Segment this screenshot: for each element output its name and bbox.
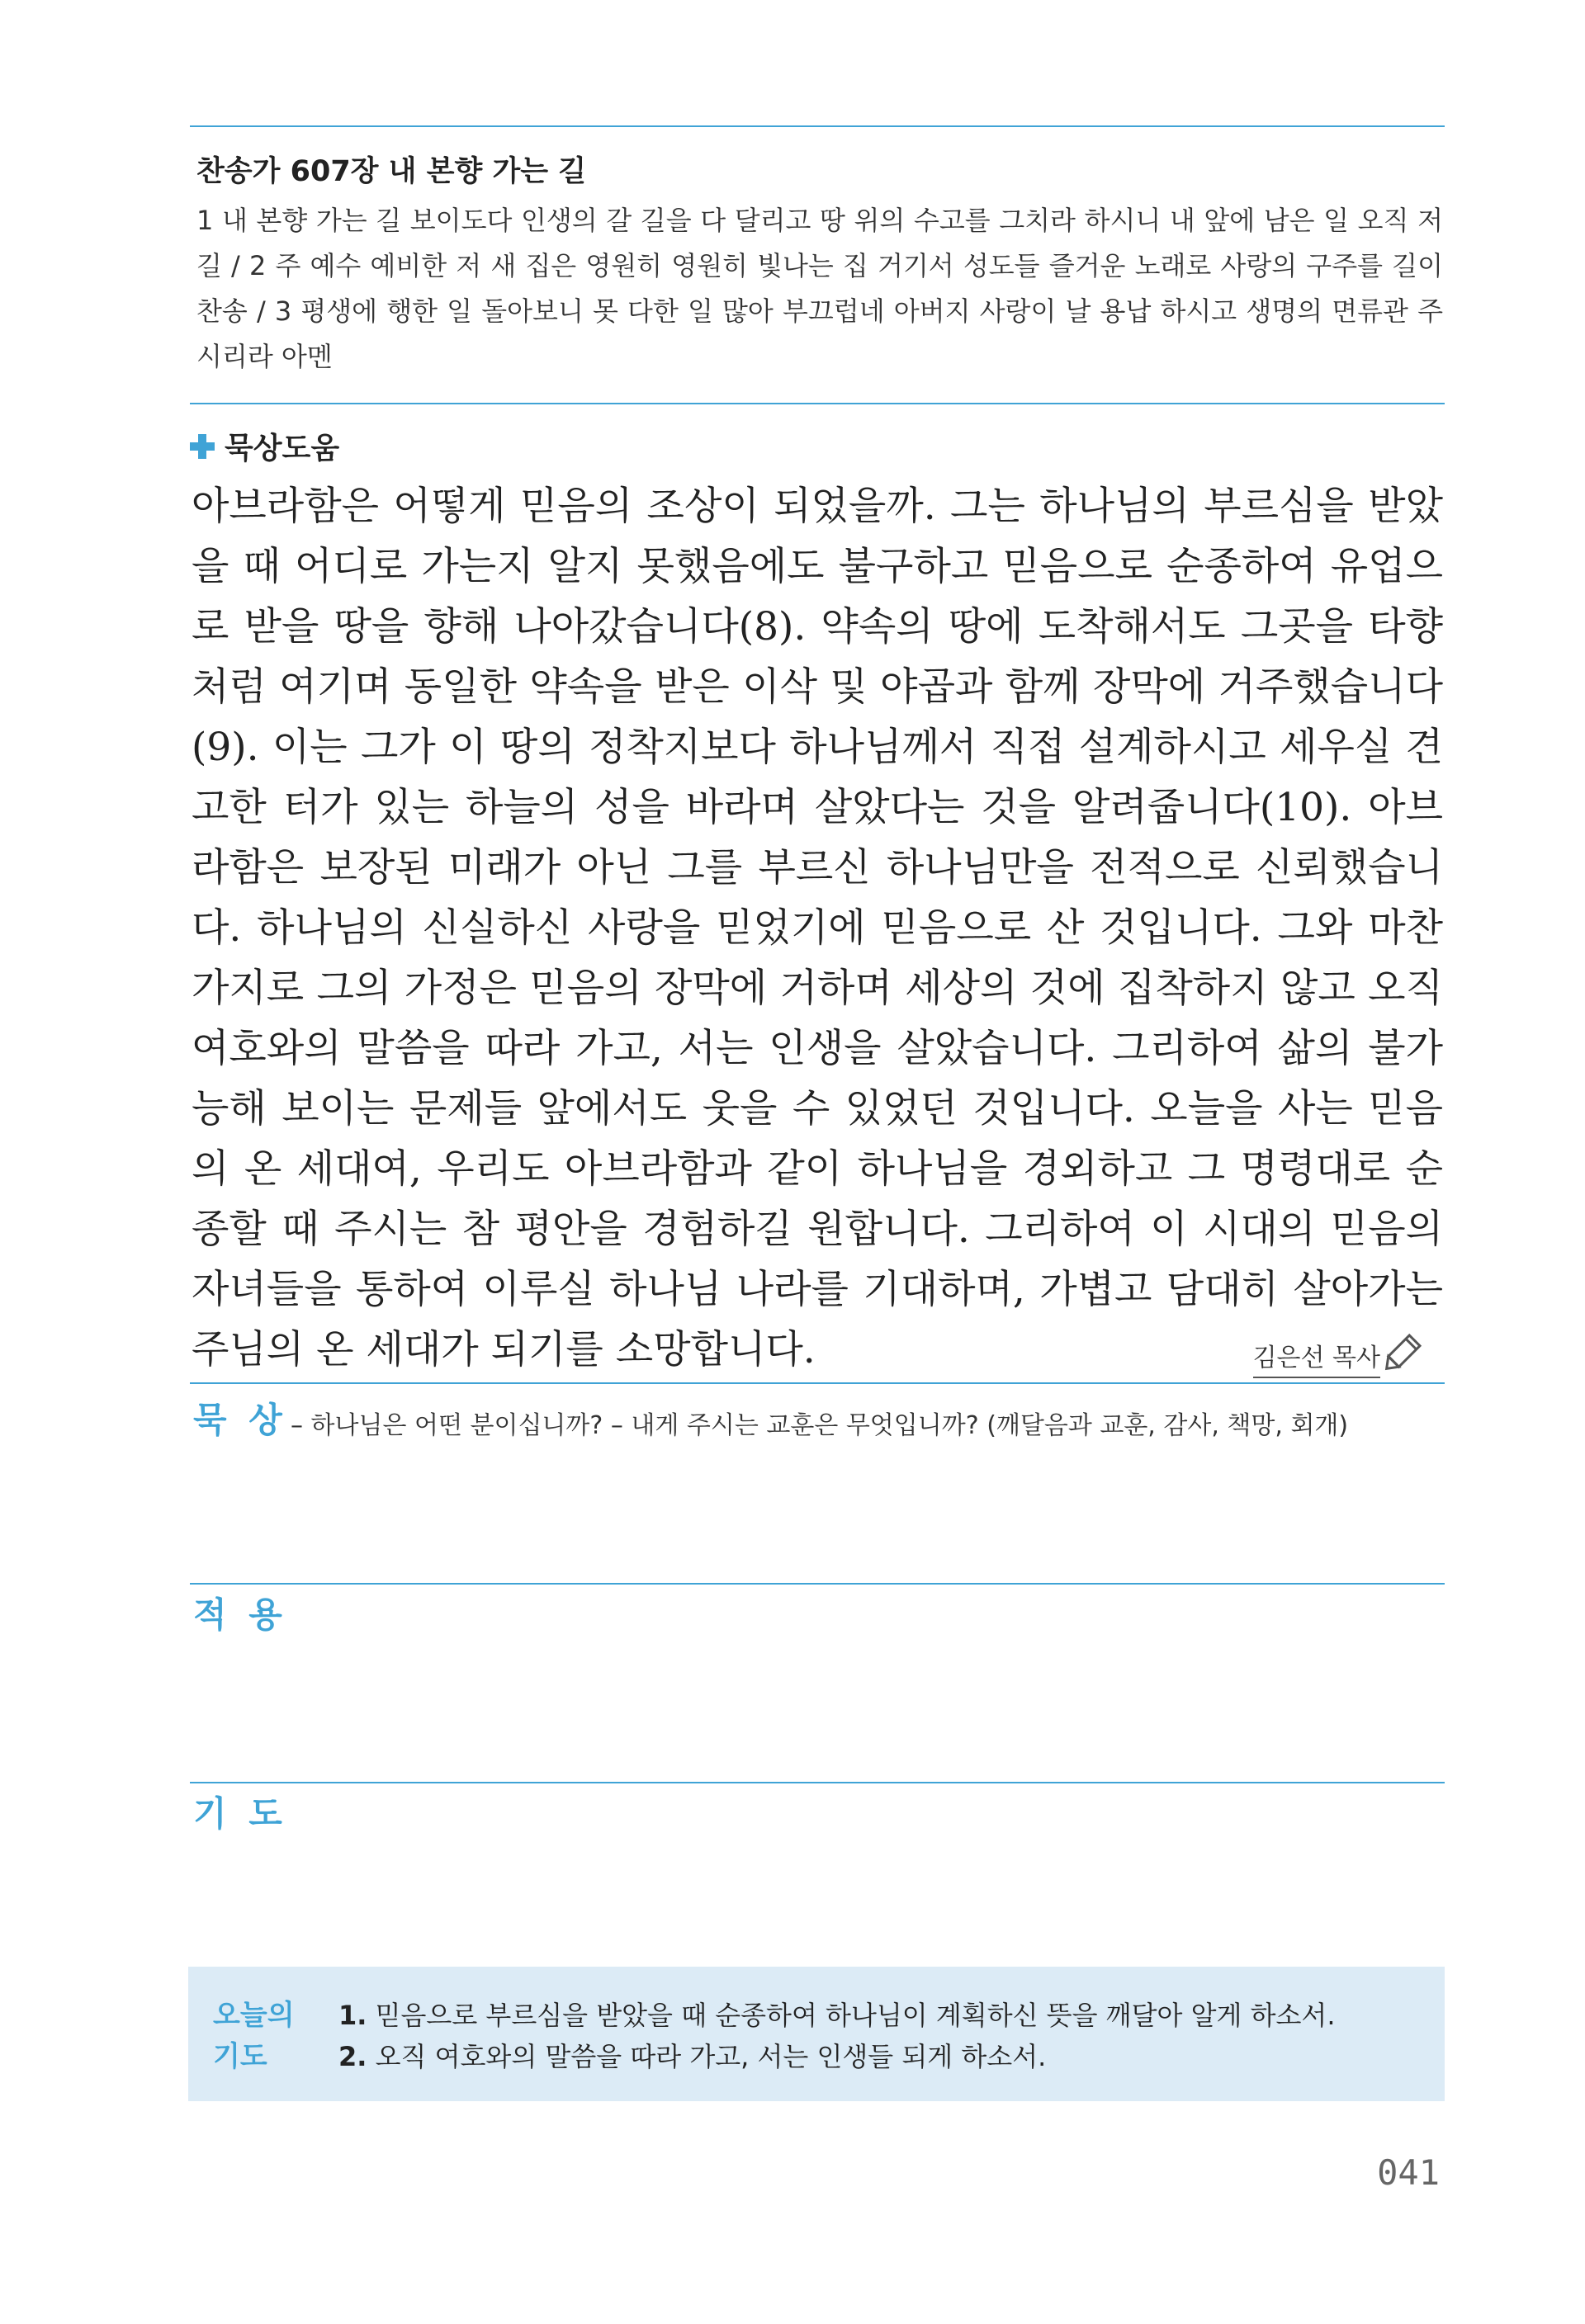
hymn-bottom-rule [190, 403, 1445, 404]
muksang-label: 묵 상 [193, 1400, 287, 1440]
today-prayer-list [338, 1995, 1336, 2077]
author-name: 김은선 목사 [1253, 1337, 1380, 1378]
plus-icon [190, 434, 215, 459]
meditation-body: 아브라함은 어떻게 믿음의 조상이 되었을까. 그는 하나님의 부르심을 받았을 때 어디로 가는지 알지 못했음에도 불구하고 믿음으로 순종하여 유업으로 받을 땅을 향해 나아갔습니다(8). 약속의 땅에 도착해서도 그곳을 타향처럼 여기며 동일한 약속을 받은 이삭 및 야곱과 함께 장막에 거주했습니다(9). 이는 그가 이 땅의 정착지보다 하나님께서 직접 설계하시고 세우실 견고한 터가 있는 하늘의 성을 바라며 살았다는 것을 알려줍니다(10). 아브라함은 보장된 미래가 아닌 그를 부르신 하나님만을 전적으로 신뢰했습니다. 하나님의 신실하신 사랑을 믿었기에 믿음으로 산 것입니다. 그와 마찬가지로 그의 가정은 믿음의 장막에 거하며 세상의 것에 집착하지 않고 오직 여호와의 말씀을 따라 가고, 서는 인생을 살았습니다. 그리하여 삶의 불가능해 보이는 문제들 앞에서도 웃을 수 있었던 것입니다. 오늘을 사는 믿음의 온 세대여, 우리도 아브라함과 같이 하나님을 경외하고 그 명령대로 순종할 때 주시는 참 평안을 경험하길 원합니다. 그리하여 이 시대의 믿음의 자녀들을 통하여 이루실 하나님 나라를 기대하며, 가볍고 담대히 살아가는 주님의 온 세대가 되기를 소망합니다. [192, 484, 1443, 1372]
prayer-item [338, 1995, 1336, 2036]
pray-rule [190, 1782, 1445, 1783]
author-signature [1253, 1320, 1435, 1378]
hymn-lyrics: 1 내 본향 가는 길 보이도다 인생의 갈 길을 다 달리고 땅 위의 수고를 그치라 하시니 내 앞에 남은 일 오직 저 길 / 2 주 예수 예비한 저 새 집은 영원히 영원히 빛나는 집 거기서 성도들 즐거운 노래로 사랑의 구주를 길이 찬송 / 3 평생에 행한 일 돌아보니 못 다한 일 많아 부끄럽네 아버지 사랑이 날 용납 하시고 생명의 면류관 주시리라 아멘 [196, 205, 1443, 372]
pray-label: 기 도 [193, 1793, 287, 1834]
hymn-title: 찬송가 607장 내 본향 가는 길 [196, 155, 587, 188]
muksang-prompt: – 하나님은 어떤 분이십니까? – 내게 주시는 교훈은 무엇입니까? (깨달음과 교훈, 감사, 책망, 회개) [291, 1411, 1349, 1440]
meditation-help-label: 묵상도움 [225, 432, 340, 465]
hymn-block [196, 150, 1443, 380]
prayer-item-number: 2. [338, 2041, 367, 2072]
prayer-item-text: 오직 여호와의 말씀을 따라 가고, 서는 인생들 되게 하소서. [375, 2041, 1047, 2072]
today-prayer-box [188, 1967, 1445, 2101]
top-rule [190, 125, 1445, 127]
prayer-item [338, 2036, 1336, 2077]
apply-label: 적 용 [193, 1594, 287, 1635]
pencil-icon [1377, 1320, 1435, 1378]
prayer-item-number: 1. [338, 2000, 367, 2031]
today-prayer-label: 오늘의 기도 [213, 1999, 295, 2073]
apply-rule [190, 1583, 1445, 1585]
page-number: 041 [1377, 2152, 1440, 2193]
muksang-rule [190, 1382, 1445, 1384]
prayer-item-text: 믿음으로 부르심을 받았을 때 순종하여 하나님이 계획하신 뜻을 깨달아 알게 하소서. [375, 2000, 1336, 2031]
meditation-help-heading [190, 425, 339, 467]
